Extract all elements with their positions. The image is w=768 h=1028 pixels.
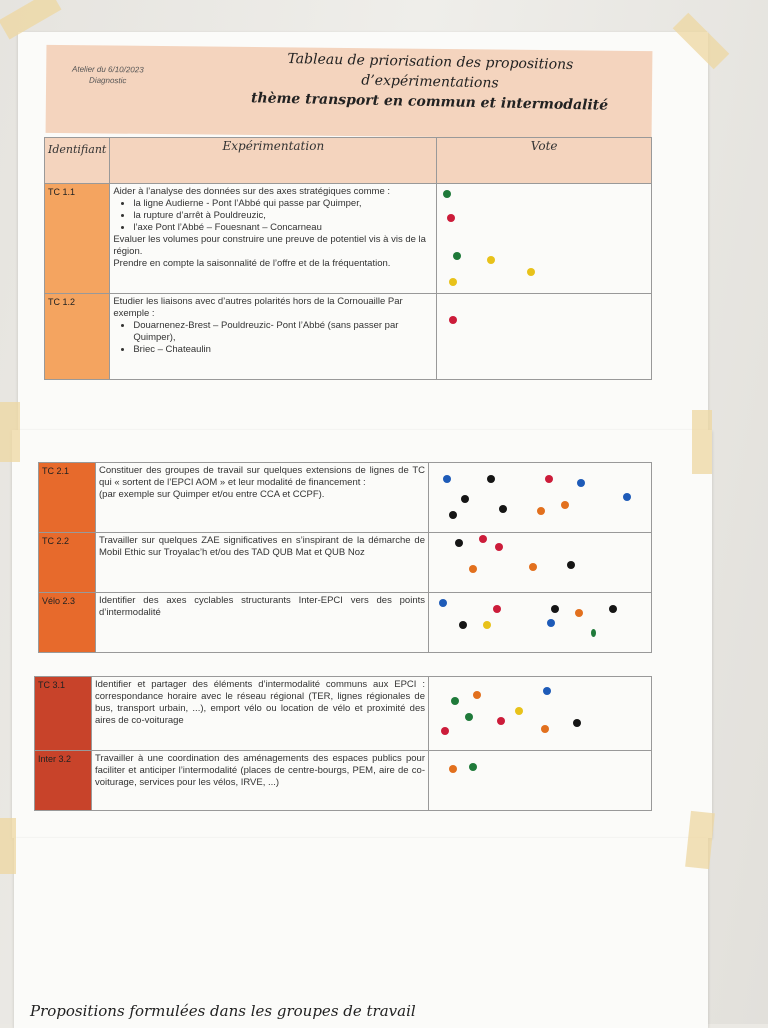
vote-dot-black xyxy=(609,605,617,613)
vote-dot-yellow xyxy=(527,268,535,276)
list-item: • Douarnenez-Brest – Pouldreuzic- Pont l’Abbé (sans passer par Quimper), xyxy=(133,320,433,344)
row-id: TC 1.1 xyxy=(45,184,110,294)
vote-dot-blue xyxy=(623,493,631,501)
row-id: Inter 3.2 xyxy=(35,751,92,811)
tape-bottom-left xyxy=(0,818,16,874)
vote-dot-blue xyxy=(547,619,555,627)
row-id: TC 2.2 xyxy=(39,533,96,593)
row-description: Identifier et partager des éléments d’intermodalité communs aux EPCI : correspondance horaire avec le réseau régional (TER, lignes régionales de bus, transport urbain, ...), emport vélo ou location de vélo et proximité des aires de co-voiturage xyxy=(95,679,425,726)
vote-dot-red xyxy=(545,475,553,483)
vote-dot-black xyxy=(567,561,575,569)
vote-dot-yellow xyxy=(515,707,523,715)
vote-dot-green xyxy=(465,713,473,721)
vote-dot-blue xyxy=(443,475,451,483)
vote-dot-blue xyxy=(577,479,585,487)
vote-dot-red xyxy=(449,316,457,324)
bottom-title: Propositions formulées dans les groupes de travail xyxy=(30,1002,416,1020)
section1-table xyxy=(44,137,652,380)
list-item: • la ligne Audierne - Pont l’Abbé qui passe par Quimper, xyxy=(133,198,433,210)
row-description: Travailler à une coordination des aménagements des espaces publics pour faciliter et anticiper l’intermodalité (places de centre-bourgs, PEM, aire de co-voiturage, services pour les vélos, IRVE, ...) xyxy=(95,753,425,788)
vote-dot-blue xyxy=(543,687,551,695)
row-id: Vélo 2.3 xyxy=(39,593,96,653)
vote-dot-green xyxy=(443,190,451,198)
vote-dot-green xyxy=(591,629,596,637)
vote-cell xyxy=(437,294,652,380)
title-line-3: thème transport en commun et intermodalité xyxy=(250,90,609,114)
vote-dot-orange xyxy=(469,565,477,573)
row-text xyxy=(92,751,429,811)
vote-dot-red xyxy=(495,543,503,551)
vote-dot-black xyxy=(449,511,457,519)
vote-dot-black xyxy=(459,621,467,629)
vote-dot-red xyxy=(441,727,449,735)
row-intro: Aider à l’analyse des données sur des axes stratégiques comme : xyxy=(113,186,391,197)
row-text xyxy=(92,677,429,751)
vote-dot-orange xyxy=(449,765,457,773)
table-row xyxy=(35,751,652,811)
vote-dot-red xyxy=(497,717,505,725)
vote-dot-orange xyxy=(575,609,583,617)
vote-cell xyxy=(429,677,652,751)
vote-cell xyxy=(437,184,652,294)
row-text xyxy=(110,294,437,380)
paper-sheet-bottom xyxy=(14,838,708,1028)
page-title xyxy=(219,48,640,117)
tape-mid-right xyxy=(692,410,712,474)
row-id: TC 2.1 xyxy=(39,463,96,533)
table-row xyxy=(45,184,652,294)
row-description: Travailler sur quelques ZAE significatives en s’inspirant de la démarche de Mobil Ethic sur Troyalac’h et/ou des TAD QUB Mat et QUB Noz xyxy=(99,535,425,558)
table-row xyxy=(39,463,652,533)
row-text xyxy=(110,184,437,294)
vote-dot-green xyxy=(453,252,461,260)
vote-dot-orange xyxy=(529,563,537,571)
table-header-row xyxy=(45,138,652,184)
row-id: TC 1.2 xyxy=(45,294,110,380)
vote-dot-orange xyxy=(473,691,481,699)
table-row xyxy=(45,294,652,380)
vote-dot-orange xyxy=(541,725,549,733)
row-description: Constituer des groupes de travail sur quelques extensions de lignes de TC qui « sortent de l’EPCI AOM » et leur modalité de financement : xyxy=(99,465,425,488)
row-description: Identifier des axes cyclables structurants Inter-EPCI vers des points d’intermodalité xyxy=(99,595,425,618)
vote-dot-black xyxy=(455,539,463,547)
header-identifiant: Identifiant xyxy=(45,138,110,184)
vote-dot-red xyxy=(479,535,487,543)
workshop-meta xyxy=(72,64,144,87)
list-item: • la rupture d’arrêt à Pouldreuzic, xyxy=(133,210,433,222)
vote-dot-black xyxy=(487,475,495,483)
vote-dot-red xyxy=(493,605,501,613)
meta-type: Diagnostic xyxy=(89,75,127,86)
vote-dot-yellow xyxy=(487,256,495,264)
vote-dot-blue xyxy=(439,599,447,607)
header-vote: Vote xyxy=(437,138,652,184)
title-line-1: Tableau de priorisation des propositions xyxy=(287,51,574,73)
vote-dot-red xyxy=(447,214,455,222)
title-line-2: d’expérimentations xyxy=(361,72,499,92)
vote-dot-orange xyxy=(537,507,545,515)
table-row xyxy=(39,533,652,593)
vote-dot-green xyxy=(469,763,477,771)
row-text xyxy=(96,593,429,653)
section2-table xyxy=(38,462,652,653)
vote-dot-black xyxy=(573,719,581,727)
row-intro: Etudier les liaisons avec d’autres polarités hors de la Cornouaille Par exemple : xyxy=(113,296,403,319)
bullet-list xyxy=(113,198,433,234)
row-note: Prendre en compte la saisonnalité de l’offre et de la fréquentation. xyxy=(113,258,391,269)
vote-dot-yellow xyxy=(483,621,491,629)
vote-dot-black xyxy=(551,605,559,613)
vote-dot-green xyxy=(451,697,459,705)
bullet-list xyxy=(113,320,433,356)
row-note: (par exemple sur Quimper et/ou entre CCA et CCPF). xyxy=(99,489,325,500)
vote-dot-yellow xyxy=(449,278,457,286)
vote-dot-black xyxy=(499,505,507,513)
vote-cell xyxy=(429,533,652,593)
header-experimentation: Expérimentation xyxy=(110,138,437,184)
vote-dot-orange xyxy=(561,501,569,509)
row-text xyxy=(96,463,429,533)
row-note: Evaluer les volumes pour construire une preuve de potentiel vis à vis de la région. xyxy=(113,234,426,257)
vote-cell xyxy=(429,463,652,533)
vote-dot-black xyxy=(461,495,469,503)
list-item: • l’axe Pont l’Abbé – Fouesnant – Concarneau xyxy=(133,222,433,234)
meta-date: Atelier du 6/10/2023 xyxy=(72,64,144,75)
table-row xyxy=(35,677,652,751)
vote-cell xyxy=(429,593,652,653)
vote-cell xyxy=(429,751,652,811)
tape-mid-left xyxy=(0,402,20,462)
table-row xyxy=(39,593,652,653)
row-text xyxy=(96,533,429,593)
list-item: • Briec – Chateaulin xyxy=(133,344,433,356)
row-id: TC 3.1 xyxy=(35,677,92,751)
section3-table xyxy=(34,676,652,811)
